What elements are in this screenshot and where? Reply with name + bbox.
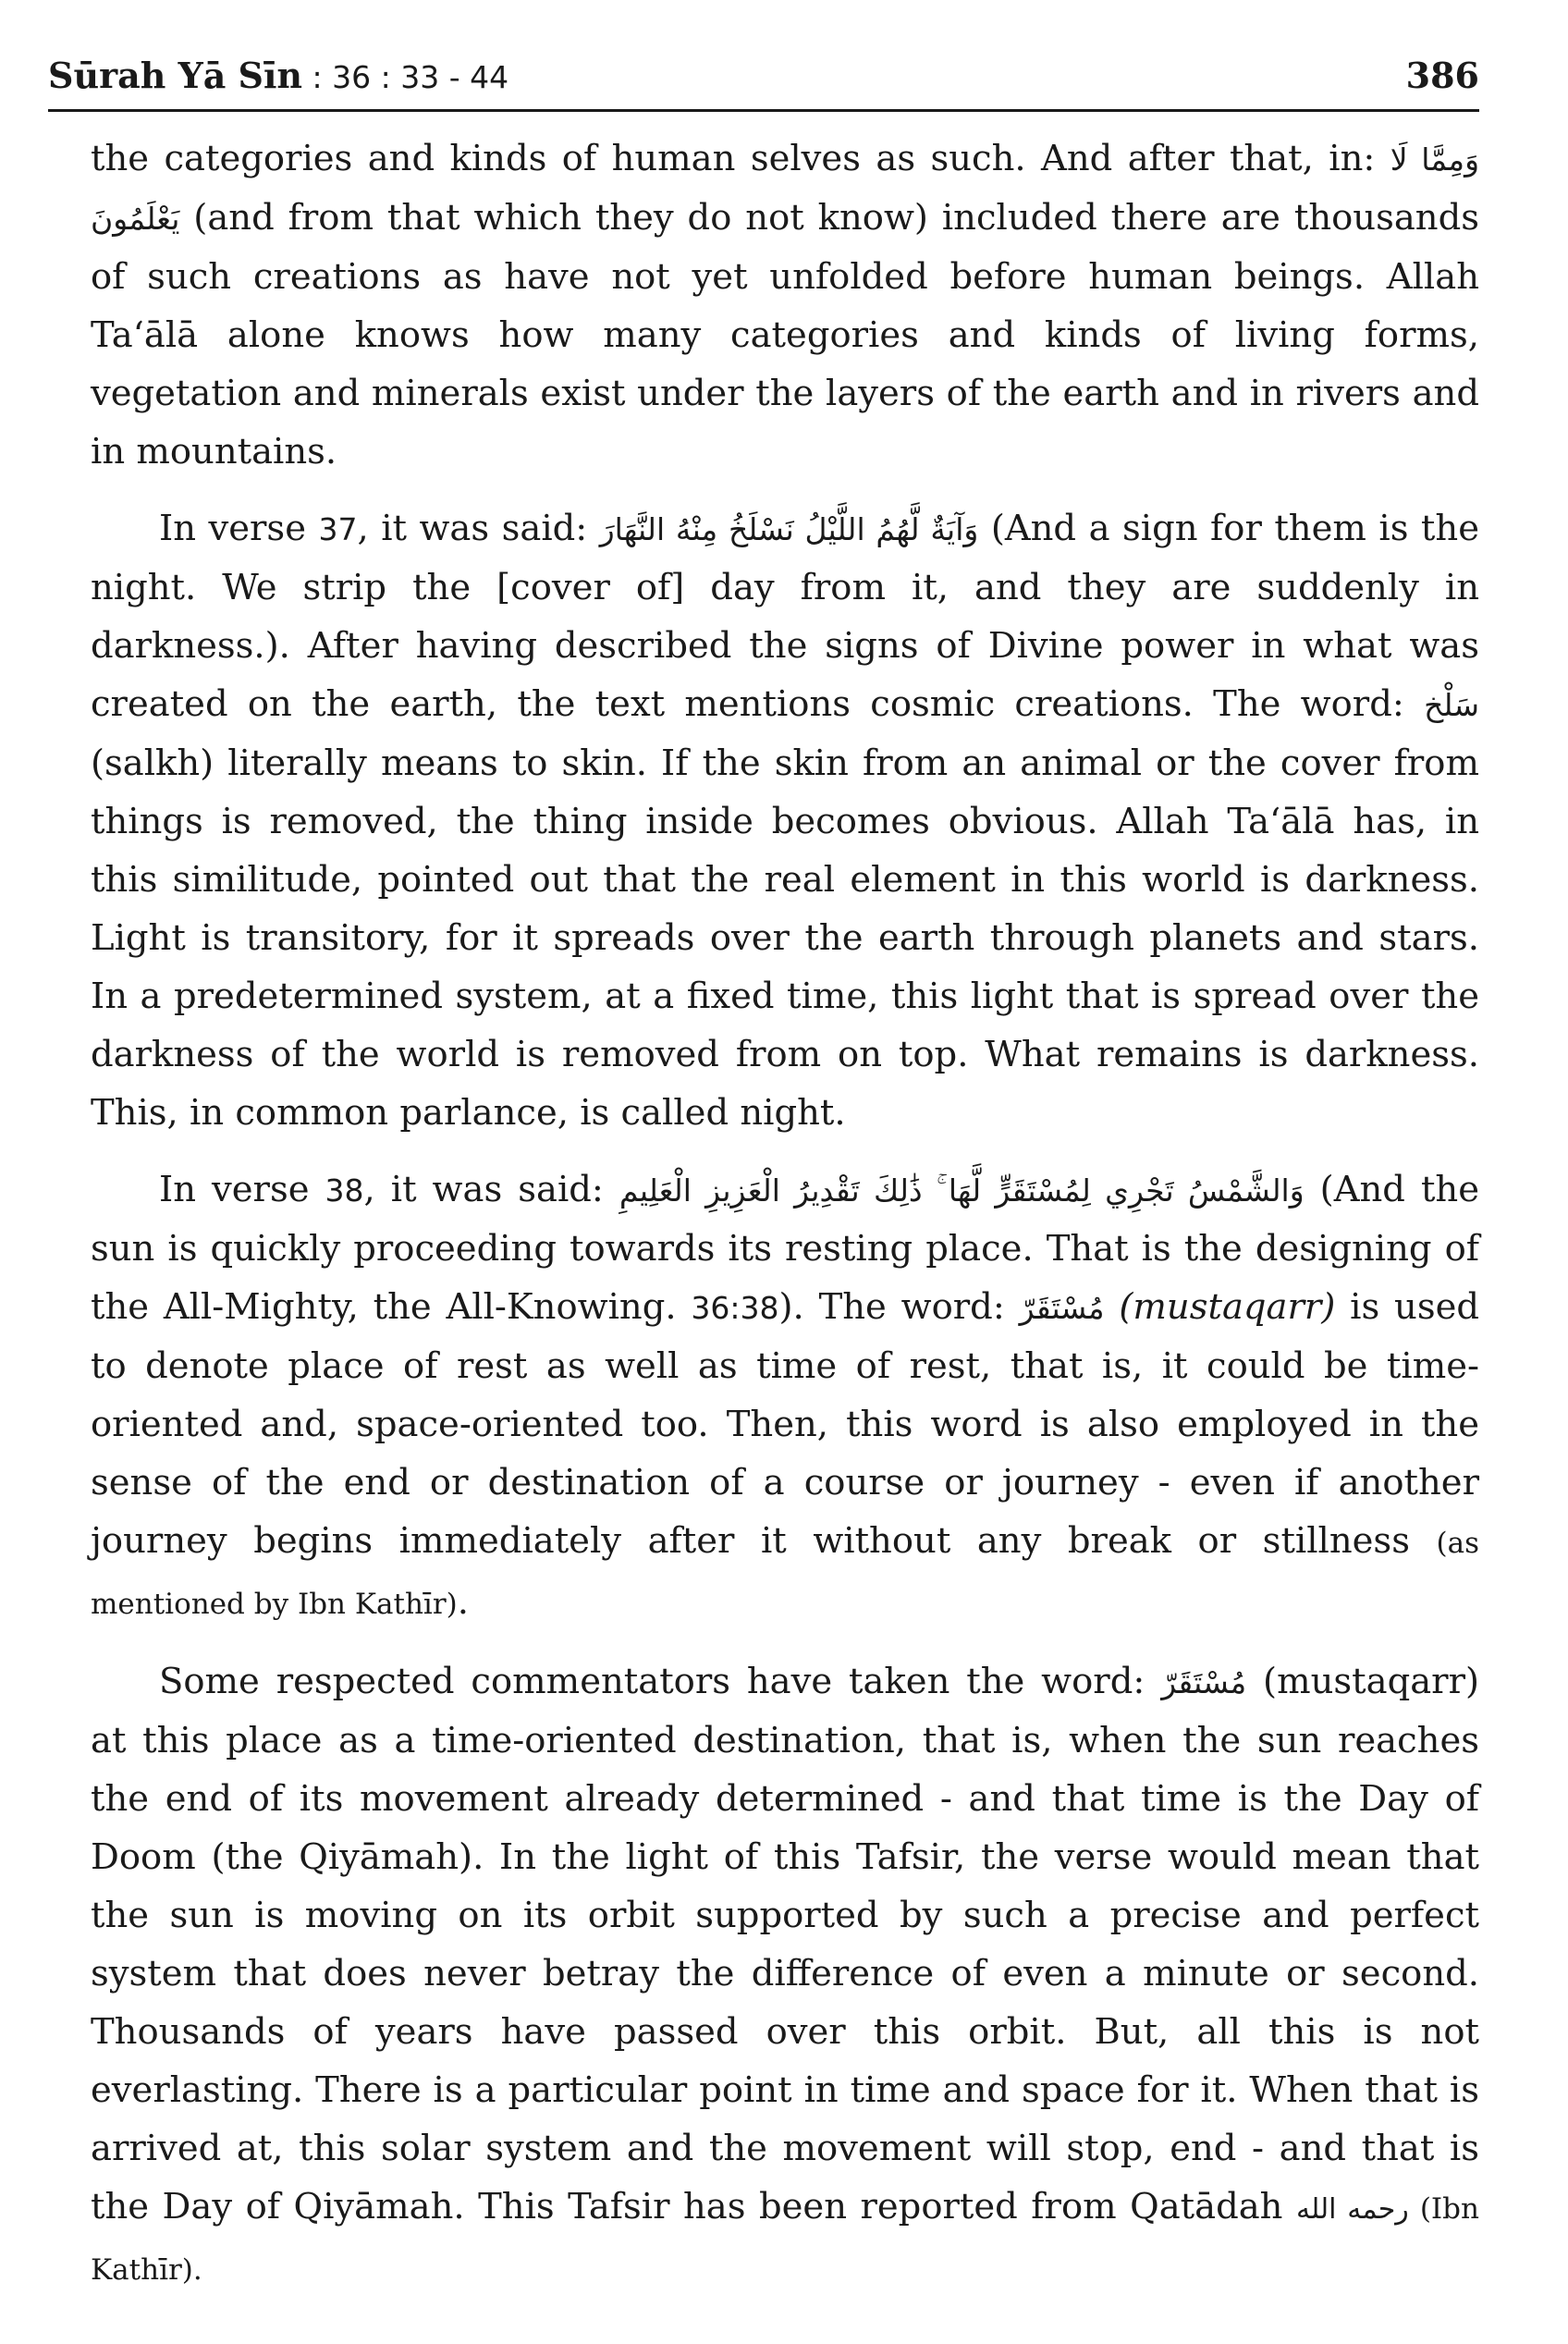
- text-run: (and from that which they do not know) included there are thousands of such creations as have not yet unfolded before human beings. Allah Ta‘ālā alone knows how many categories and kinds of living forms, vegetation and minerals exist under the layers of the earth and in rivers and in mountains.: [91, 197, 1479, 472]
- citation: (Ibn Kathīr).: [91, 2192, 1479, 2287]
- text-run: (And the sun is quickly proceeding towards its resting place. That is the designing of the All-Mighty, the All-Knowing.: [91, 1169, 1480, 1328]
- arabic-quote: وَآيَةٌ لَّهُمُ اللَّيْلُ نَسْلَخُ مِنْهُ النَّهَارَ: [599, 511, 979, 547]
- surah-title: [48, 48, 508, 105]
- arabic-word: سَلْخ: [1424, 687, 1479, 723]
- text-run: the categories and kinds of human selves as such. And after that, in:: [91, 138, 1390, 179]
- text-run: is used to denote place of rest as well as time of rest, that is, it could be time-oriented and, space-oriented too. Then, this word is also employed in the sense of the end or destination of a course or journey - even if another journey begins immediately after it without any break or stillness: [91, 1286, 1480, 1562]
- text-run: Some respected commentators have taken the word:: [159, 1661, 1162, 1702]
- page-number: 386: [1405, 55, 1479, 96]
- transliteration: (mustaqarr): [1119, 1286, 1336, 1328]
- text-run: ). The word:: [778, 1286, 1020, 1328]
- arabic-quote: وَمِمَّا لَا يَعْلَمُونَ: [91, 141, 1480, 237]
- arabic-quote: وَالشَّمْسُ تَجْرِي لِمُسْتَقَرٍّ لَّهَا ۚ ذَٰلِكَ تَقْدِيرُ الْعَزِيزِ الْعَلِيمِ: [619, 1172, 1305, 1209]
- verse-number: 38: [325, 1172, 364, 1209]
- text-run: In verse: [159, 508, 319, 549]
- verse-number: 37: [318, 511, 358, 547]
- verse-reference: 36:38: [691, 1290, 779, 1326]
- text-run: [1105, 1286, 1120, 1328]
- main-text: [91, 129, 1479, 2318]
- text-run: .: [457, 1581, 470, 1623]
- arabic-word: مُسْتَقَرّ: [1019, 1290, 1105, 1326]
- text-run: , it was said:: [363, 1169, 619, 1210]
- paragraph-1: [91, 129, 1479, 481]
- paragraph-4: [91, 1652, 1479, 2300]
- header-divider: [48, 109, 1479, 112]
- paragraph-3: [91, 1160, 1479, 1634]
- honorific-symbol: رحمه الله: [1295, 2193, 1409, 2226]
- citation: (as mentioned by Ibn Kathīr): [91, 1527, 1479, 1621]
- text-run: (salkh) literally means to skin. If the skin from an animal or the cover from things is removed, the thing inside becomes obvious. Allah Ta‘ālā has, in this similitude, pointed out that the real element in this world is darkness. Light is transitory, for it spreads over the earth through planets and stars. In a predetermined system, at a fixed time, this light that is spread over the darkness of the world is removed from on top. What remains is darkness. This, in common parlance, is called night.: [91, 742, 1479, 1134]
- text-run: (And a sign for them is the night. We strip the [cover of] day from it, and they are suddenly in darkness.). After having described the signs of Divine power in what was created on the earth, the text mentions cosmic creations. The word:: [91, 508, 1479, 725]
- text-run: , it was said:: [357, 508, 600, 549]
- verse-range: : 36 : 33 - 44: [302, 59, 509, 95]
- text-run: In verse: [159, 1169, 325, 1210]
- paragraph-2: [91, 499, 1479, 1142]
- text-run: (mustaqarr) at this place as a time-oriented destination, that is, when the sun reaches the end of its movement already determined - and that time is the Day of Doom (the Qiyāmah). In the light of this Tafsir, the verse would mean that the sun is moving on its orbit supported by such a precise and perfect system that does never betray the difference of even a minute or second. Thousands of years have passed over this orbit. But, all this is not everlasting. There is a particular point in time and space for it. When that is arrived at, this solar system and the movement will stop, end - and that is the Day of Qiyāmah. This Tafsir has been reported from Qatādah: [91, 1661, 1479, 2227]
- running-header: [48, 48, 1479, 104]
- arabic-word: مُسْتَقَرّ: [1161, 1664, 1247, 1700]
- surah-name: Sūrah Yā Sīn: [48, 55, 303, 96]
